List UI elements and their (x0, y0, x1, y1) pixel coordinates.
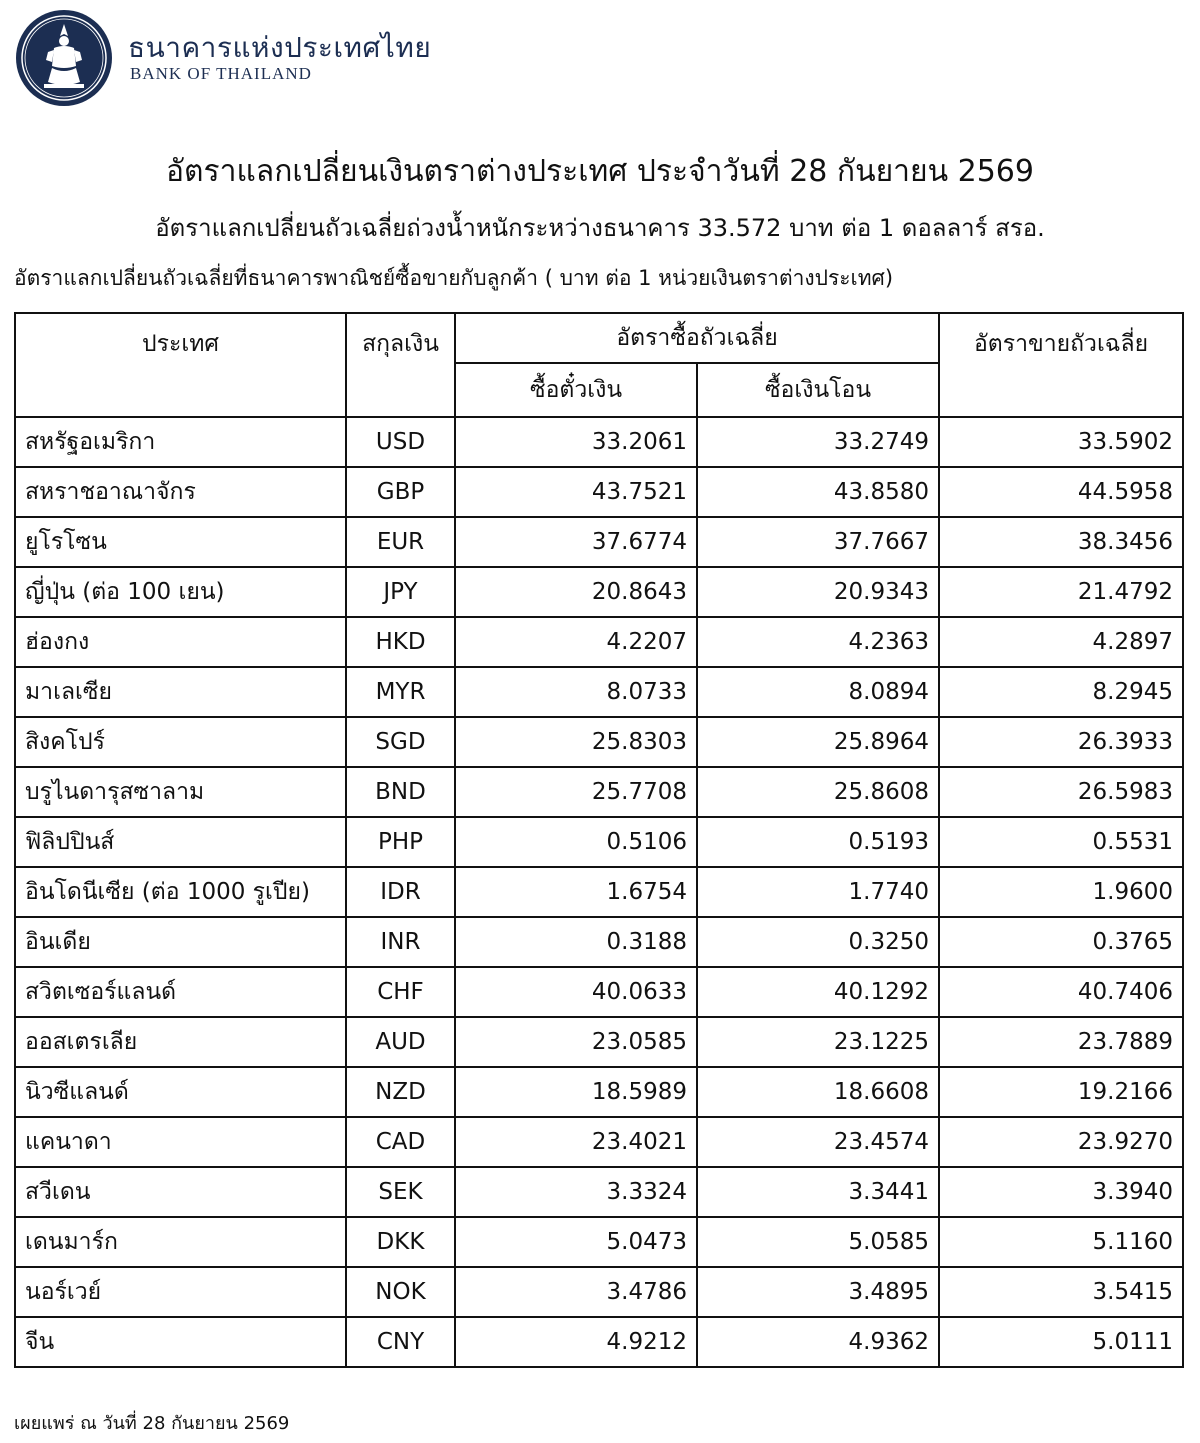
currency-cell: IDR (346, 867, 455, 917)
table-row (15, 967, 1183, 1017)
buy-banknote-cell: 8.0733 (455, 667, 697, 717)
country-cell: บรูไนดารุสซาลาม (15, 767, 346, 817)
table-row (15, 1167, 1183, 1217)
buy-banknote-cell: 1.6754 (455, 867, 697, 917)
bank-name-english: BANK OF THAILAND (130, 64, 312, 83)
country-cell: ฮ่องกง (15, 617, 346, 667)
header-country: ประเทศ (15, 313, 346, 417)
buy-transfer-cell: 8.0894 (697, 667, 939, 717)
buy-banknote-cell: 3.4786 (455, 1267, 697, 1317)
buy-banknote-cell: 23.0585 (455, 1017, 697, 1067)
buy-banknote-cell: 0.5106 (455, 817, 697, 867)
table-row (15, 817, 1183, 867)
selling-rate-cell: 3.3940 (939, 1167, 1183, 1217)
currency-cell: BND (346, 767, 455, 817)
buy-transfer-cell: 37.7667 (697, 517, 939, 567)
buy-transfer-cell: 33.2749 (697, 417, 939, 467)
currency-cell: PHP (346, 817, 455, 867)
buy-banknote-cell: 20.8643 (455, 567, 697, 617)
buy-banknote-cell: 40.0633 (455, 967, 697, 1017)
country-cell: นอร์เวย์ (15, 1267, 346, 1317)
currency-cell: NZD (346, 1067, 455, 1117)
buy-banknote-cell: 43.7521 (455, 467, 697, 517)
table-row (15, 1267, 1183, 1317)
buy-banknote-cell: 4.9212 (455, 1317, 697, 1367)
buy-banknote-cell: 5.0473 (455, 1217, 697, 1267)
currency-cell: JPY (346, 567, 455, 617)
buy-banknote-cell: 37.6774 (455, 517, 697, 567)
currency-cell: CNY (346, 1317, 455, 1367)
header-avg-buying: อัตราซื้อถัวเฉลี่ย (455, 313, 939, 363)
buy-transfer-cell: 40.1292 (697, 967, 939, 1017)
currency-cell: AUD (346, 1017, 455, 1067)
exchange-rate-table (14, 312, 1184, 1368)
bank-header (14, 8, 614, 112)
country-cell: อินเดีย (15, 917, 346, 967)
buy-transfer-cell: 18.6608 (697, 1067, 939, 1117)
header-avg-selling: อัตราขายถัวเฉลี่ย (939, 313, 1183, 417)
currency-cell: GBP (346, 467, 455, 517)
selling-rate-cell: 23.9270 (939, 1117, 1183, 1167)
currency-cell: CHF (346, 967, 455, 1017)
selling-rate-cell: 33.5902 (939, 417, 1183, 467)
selling-rate-cell: 5.0111 (939, 1317, 1183, 1367)
country-cell: สวีเดน (15, 1167, 346, 1217)
selling-rate-cell: 1.9600 (939, 867, 1183, 917)
table-row (15, 517, 1183, 567)
country-cell: มาเลเซีย (15, 667, 346, 717)
table-row (15, 867, 1183, 917)
selling-rate-cell: 4.2897 (939, 617, 1183, 667)
buy-transfer-cell: 5.0585 (697, 1217, 939, 1267)
country-cell: นิวซีแลนด์ (15, 1067, 346, 1117)
buy-transfer-cell: 1.7740 (697, 867, 939, 917)
country-cell: ยูโรโซน (15, 517, 346, 567)
table-row (15, 717, 1183, 767)
buy-transfer-cell: 23.4574 (697, 1117, 939, 1167)
buy-transfer-cell: 3.3441 (697, 1167, 939, 1217)
buy-transfer-cell: 25.8964 (697, 717, 939, 767)
publish-date: เผยแพร่ ณ วันที่ 28 กันยายน 2569 (14, 1413, 290, 1434)
selling-rate-cell: 8.2945 (939, 667, 1183, 717)
country-cell: แคนาดา (15, 1117, 346, 1167)
country-cell: สวิตเซอร์แลนด์ (15, 967, 346, 1017)
table-row (15, 667, 1183, 717)
rate-rows (15, 417, 1183, 1367)
selling-rate-cell: 38.3456 (939, 517, 1183, 567)
country-cell: เดนมาร์ก (15, 1217, 346, 1267)
selling-rate-cell: 26.5983 (939, 767, 1183, 817)
country-cell: ออสเตรเลีย (15, 1017, 346, 1067)
selling-rate-cell: 3.5415 (939, 1267, 1183, 1317)
page-title: อัตราแลกเปลี่ยนเงินตราต่างประเทศ ประจำวันที่ 28 กันยายน 2569 (166, 154, 1034, 189)
table-row (15, 1317, 1183, 1367)
country-cell: ฟิลิปปินส์ (15, 817, 346, 867)
table-row (15, 617, 1183, 667)
buy-transfer-cell: 3.4895 (697, 1267, 939, 1317)
buy-transfer-cell: 0.5193 (697, 817, 939, 867)
selling-rate-cell: 44.5958 (939, 467, 1183, 517)
table-row (15, 417, 1183, 467)
table-row (15, 767, 1183, 817)
currency-cell: USD (346, 417, 455, 467)
currency-cell: NOK (346, 1267, 455, 1317)
buy-banknote-cell: 18.5989 (455, 1067, 697, 1117)
table-row (15, 917, 1183, 967)
country-cell: จีน (15, 1317, 346, 1367)
selling-rate-cell: 40.7406 (939, 967, 1183, 1017)
selling-rate-cell: 23.7889 (939, 1017, 1183, 1067)
selling-rate-cell: 26.3933 (939, 717, 1183, 767)
currency-cell: EUR (346, 517, 455, 567)
country-cell: สิงคโปร์ (15, 717, 346, 767)
table-row (15, 1067, 1183, 1117)
buy-banknote-cell: 23.4021 (455, 1117, 697, 1167)
buy-transfer-cell: 4.9362 (697, 1317, 939, 1367)
selling-rate-cell: 21.4792 (939, 567, 1183, 617)
selling-rate-cell: 19.2166 (939, 1067, 1183, 1117)
selling-rate-cell: 0.3765 (939, 917, 1183, 967)
currency-cell: HKD (346, 617, 455, 667)
selling-rate-cell: 0.5531 (939, 817, 1183, 867)
buy-banknote-cell: 3.3324 (455, 1167, 697, 1217)
buy-transfer-cell: 20.9343 (697, 567, 939, 617)
table-row (15, 1117, 1183, 1167)
buy-transfer-cell: 25.8608 (697, 767, 939, 817)
buy-banknote-cell: 0.3188 (455, 917, 697, 967)
table-row (15, 467, 1183, 517)
currency-cell: MYR (346, 667, 455, 717)
header-currency: สกุลเงิน (346, 313, 455, 417)
currency-cell: DKK (346, 1217, 455, 1267)
currency-cell: INR (346, 917, 455, 967)
buy-banknote-cell: 25.7708 (455, 767, 697, 817)
buy-banknote-cell: 25.8303 (455, 717, 697, 767)
currency-cell: SGD (346, 717, 455, 767)
header-buy-banknote: ซื้อตั๋วเงิน (455, 363, 697, 417)
currency-cell: SEK (346, 1167, 455, 1217)
country-cell: สหราชอาณาจักร (15, 467, 346, 517)
buy-transfer-cell: 0.3250 (697, 917, 939, 967)
table-description: อัตราแลกเปลี่ยนถัวเฉลี่ยที่ธนาคารพาณิชย์ซื้อขายกับลูกค้า ( บาท ต่อ 1 หน่วยเงินตราต่างประเทศ) (14, 266, 894, 290)
bank-name-thai: ธนาคารแห่งประเทศไทย (128, 31, 432, 64)
country-cell: ญี่ปุ่น (ต่อ 100 เยน) (15, 567, 346, 617)
selling-rate-cell: 5.1160 (939, 1217, 1183, 1267)
country-cell: สหรัฐอเมริกา (15, 417, 346, 467)
currency-cell: CAD (346, 1117, 455, 1167)
page-subtitle: อัตราแลกเปลี่ยนถัวเฉลี่ยถ่วงน้ำหนักระหว่างธนาคาร 33.572 บาท ต่อ 1 ดอลลาร์ สรอ. (155, 214, 1045, 242)
buy-transfer-cell: 4.2363 (697, 617, 939, 667)
buy-banknote-cell: 33.2061 (455, 417, 697, 467)
buy-transfer-cell: 23.1225 (697, 1017, 939, 1067)
table-row (15, 567, 1183, 617)
buy-transfer-cell: 43.8580 (697, 467, 939, 517)
table-row (15, 1017, 1183, 1067)
buy-banknote-cell: 4.2207 (455, 617, 697, 667)
header-buy-transfer: ซื้อเงินโอน (697, 363, 939, 417)
bank-of-thailand-seal-icon (14, 8, 114, 108)
table-row (15, 1217, 1183, 1267)
country-cell: อินโดนีเซีย (ต่อ 1000 รูเปีย) (15, 867, 346, 917)
